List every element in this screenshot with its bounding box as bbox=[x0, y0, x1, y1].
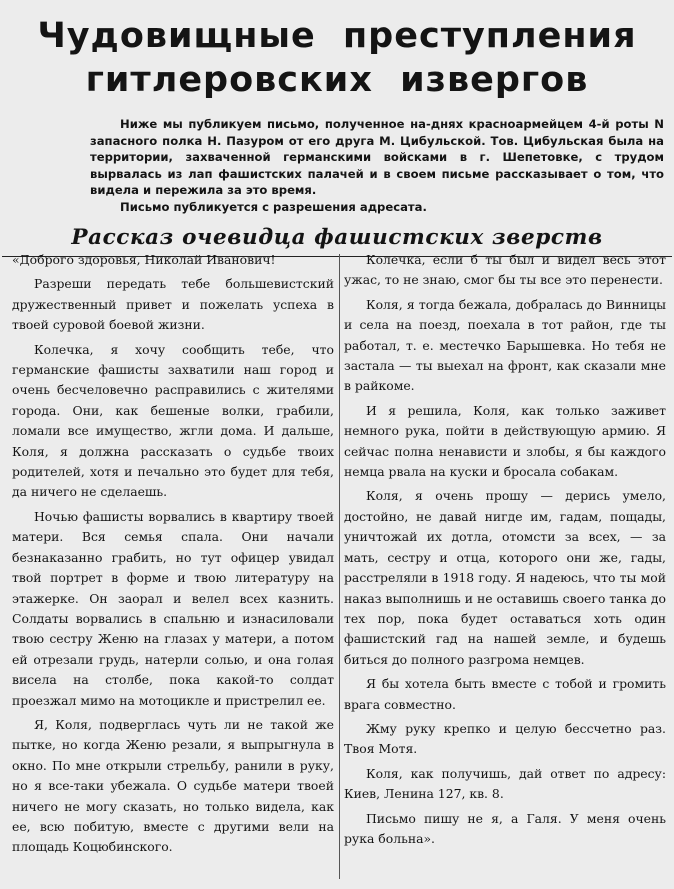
intro-note: Письмо публикуется с разрешения адресата. bbox=[120, 199, 427, 214]
letter-subtitle: Рассказ очевидца фашистских зверств bbox=[71, 224, 603, 250]
letter-paragraph: Жму руку крепко и целую бессчетно раз. Твоя Мотя. bbox=[344, 720, 666, 757]
headline-line-2: гитлеровских извергов bbox=[85, 60, 589, 100]
letter-paragraph: Я бы хотела быть вместе с тобой и громить врага совместно. bbox=[344, 676, 666, 712]
article-headline bbox=[0, 0, 674, 102]
editorial-intro bbox=[90, 116, 664, 216]
letter-paragraph: Колечка, я хочу сообщить тебе, что германские фашисты захватили наш город и очень бесчеловечно расправились с жителями города. Они, как бешеные волки, грабили, ломали все имущество, жгли дома. И дальше, Коля, я должна рассказать о судьбе твоих родителей, хотя и печально это будет для тебя, да ничего не сделаешь. bbox=[12, 341, 334, 500]
letter-paragraph: Коля, я очень прошу — дерись умело, достойно, не давай нигде им, гадам, пощады, уничтожай их дотла, отомсти за всех, — за мать, сестру и отца, которого они же, гады, расстреляли в 1918 году. Я надеюсь, что ты мой наказ выполнишь и не оставишь своего танка до тех пор, пока будет оставаться хоть один фашистский гад на нашей земле, и будешь биться до полного разгрома немцев. bbox=[344, 488, 666, 667]
letter-paragraph: Ночью фашисты ворвались в квартиру твоей матери. Вся семья спала. Они начали безнаказанно грабить, но тут офицер увидал твой портрет в форме и твою литературу на этажерке. Он заорал и велел всех казнить. Солдаты ворвались в спальню и изнасиловали твою сестру Женю на глазах у матери, а потом ей отрезали грудь, натерли солью, и она голая висела на столбе, пока какой-то солдат проезжал мимо на мотоцикле и пристрелил ее. bbox=[12, 508, 334, 708]
left-column bbox=[12, 250, 334, 862]
letter-paragraph: Коля, я тогда бежала, добралась до Винницы и села на поезд, поехала в тот район, где ты работал, т. е. местечко Барышевка. Но тебя не застала — ты выехал на фронт, как сказали мне в райкоме. bbox=[344, 296, 666, 394]
intro-paragraph: Ниже мы публикуем письмо, полученное на-днях красноармейцем 4-й роты N запасного полка Н. Пазуром от его друга М. Цибульской. Тов. Цибульская была на территории, захваченной германскими войсками в г. Шепетовке, с трудом вырвалась из лап фашистских палачей и в своем письме рассказывает о том, что видела и пережила за это время. bbox=[90, 117, 664, 198]
column-divider bbox=[339, 254, 340, 879]
letter-paragraph: Разреши передать тебе большевистский дружественный привет и пожелать успеха в твоей суровой боевой жизни. bbox=[12, 276, 334, 333]
letter-paragraph: Я, Коля, подверглась чуть ли не такой же пытке, но когда Женю резали, я выпрыгнула в окно. По мне открыли стрельбу, ранили в руку, но я все-таки убежала. О судьбе матери твоей ничего не могу сказать, но только видела, как ее, всю побитую, вместе с другими вели на площадь Коцюбинского. bbox=[12, 716, 334, 855]
letter-paragraph: Колечка, если б ты был и видел весь этот ужас, то не знаю, смог бы ты все это перенести. bbox=[344, 252, 666, 288]
headline-line-1: Чудовищные преступления bbox=[37, 16, 637, 56]
letter-paragraph: И я решила, Коля, как только заживет немного рука, пойти в действующую армию. Я сейчас полна ненависти и злобы, я бы каждого немца рвала на куски и бросала собакам. bbox=[344, 402, 666, 480]
letter-paragraph: Коля, как получишь, дай ответ по адресу: Киев, Ленина 127, кв. 8. bbox=[344, 765, 666, 802]
letter-paragraph: Письмо пишу не я, а Галя. У меня очень рука больна». bbox=[344, 810, 666, 846]
right-column bbox=[344, 250, 666, 853]
letter-paragraph: «Доброго здоровья, Николай Иванович! bbox=[12, 252, 276, 267]
letter-body bbox=[0, 248, 674, 889]
